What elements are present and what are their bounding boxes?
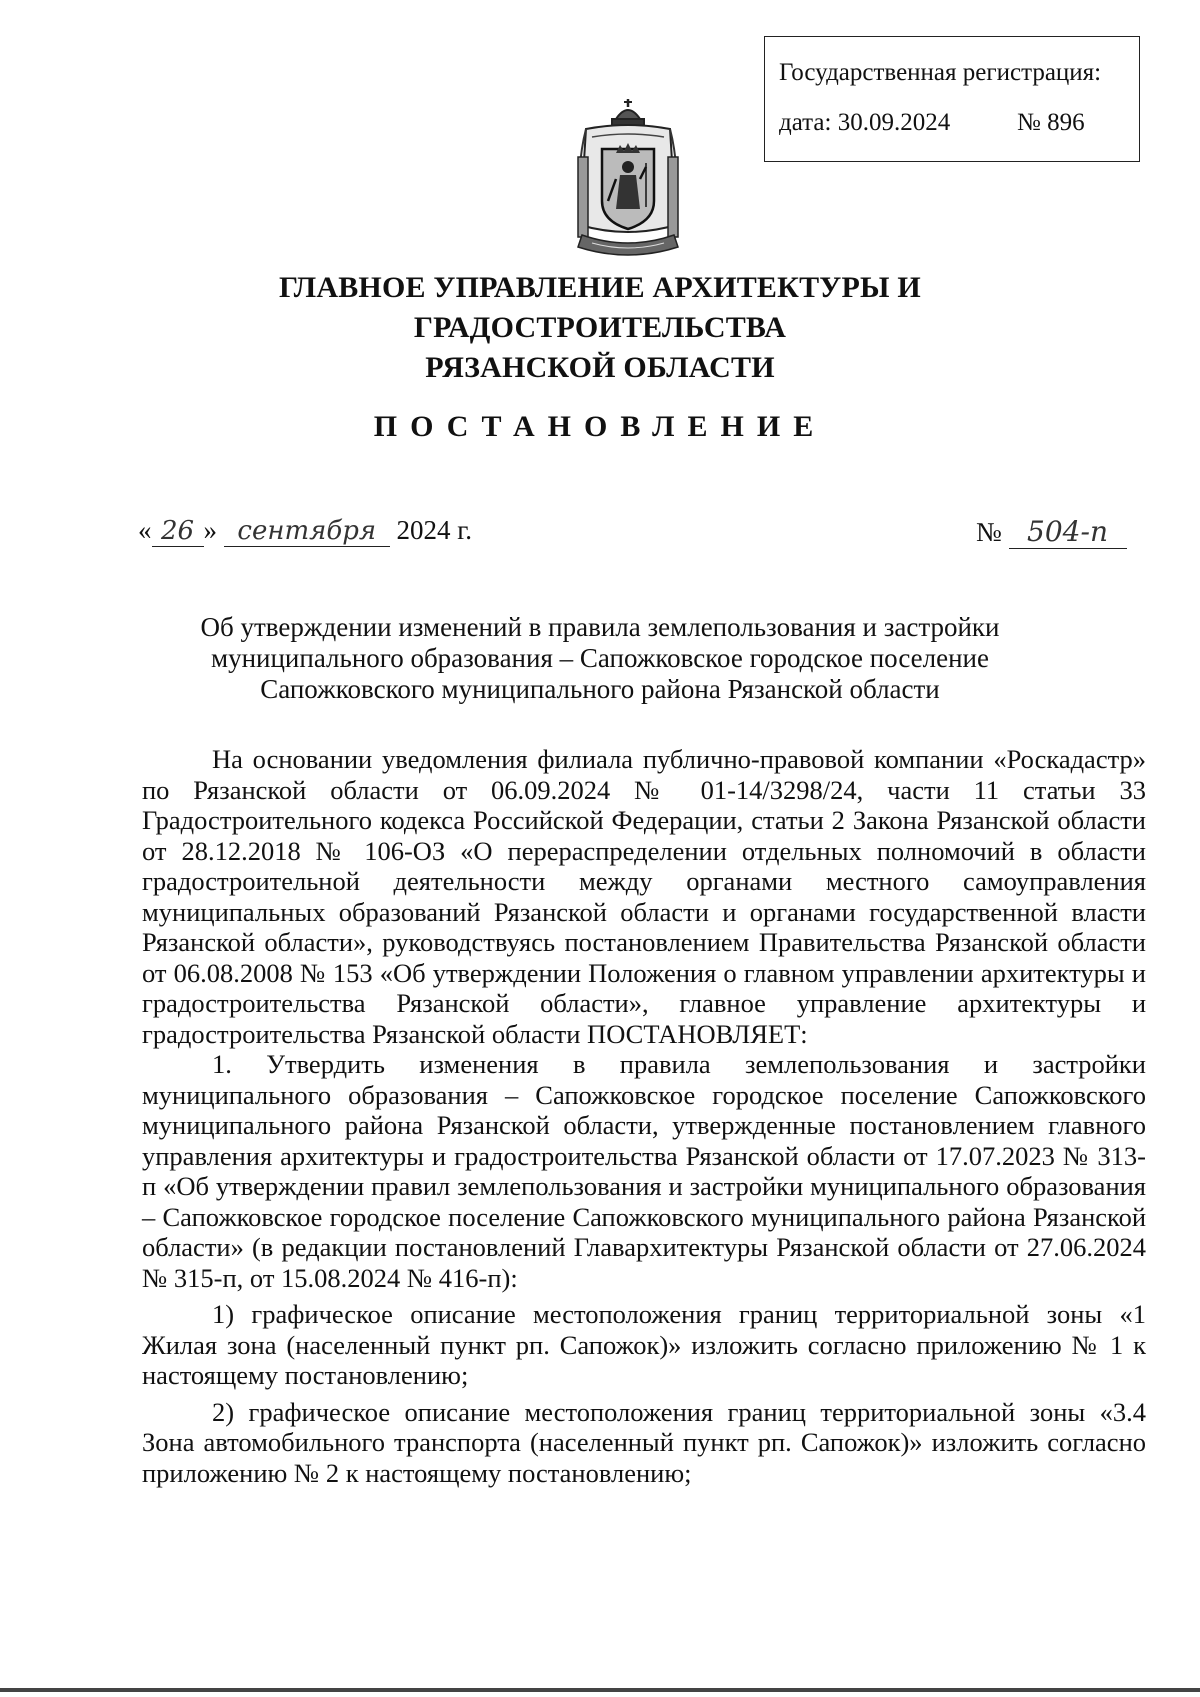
registration-number: № 896 xyxy=(1017,109,1085,136)
agency-name xyxy=(100,268,1100,388)
subject-line3: Сапожковского муниципального района Рязанской области xyxy=(260,674,940,704)
item-1-paragraph: 1. Утвердить изменения в правила землепользования и застройки муниципального образования – Сапожковское городское поселение Сапожковского муниципального района Рязанской области, утвержденные постановлением главного управления архитектуры и градостроительства Рязанской области от 17.07.2023 № 313-п «Об утверждении правил землепользования и застройки муниципального образования – Сапожковское городское поселение Сапожковского муниципального района Рязанской области» (в редакции постановлений Главархитектуры Рязанской области от 27.06.2024 № 315-п, от 15.08.2024 № 416-п): xyxy=(142,1049,1146,1293)
handwritten-day: 26 xyxy=(152,516,204,547)
document-type-title: ПОСТАНОВЛЕНИЕ xyxy=(373,410,827,443)
subitem-1-paragraph: 1) графическое описание местоположения границ территориальной зоны «1 Жилая зона (населенный пункт рп. Сапожок)» изложить согласно приложению № 1 к настоящему постановлению; xyxy=(142,1299,1146,1390)
handwritten-number: 504-п xyxy=(1009,515,1127,549)
registration-title: Государственная регистрация: xyxy=(779,59,1102,86)
document-date xyxy=(138,515,472,547)
coat-of-arms-emblem xyxy=(558,97,698,265)
subject-line1: Об утверждении изменений в правила землепользования и застройки xyxy=(200,612,1000,642)
page-bottom-border xyxy=(0,1688,1200,1692)
number-prefix: № xyxy=(976,517,1002,547)
document-subject xyxy=(140,612,1060,705)
document-body xyxy=(142,744,1146,1488)
date-year: 2024 г. xyxy=(396,515,473,545)
subitem-2-paragraph: 2) графическое описание местоположения границ территориальной зоны «3.4 Зона автомобильного транспорта (населенный пункт рп. Сапожок)» изложить согласно приложению № 2 к настоящему постановлению; xyxy=(142,1396,1146,1488)
date-close-quote: » xyxy=(203,515,217,545)
preamble-paragraph: На основании уведомления филиала публично-правовой компании «Роскадастр» по Рязанской области от 06.09.2024 № 01-14/3298/24, части 11 статьи 33 Градостроительного кодекса Российской Федерации, статьи 2 Закона Рязанской области от 28.12.2018 № 106-ОЗ «О перераспределении отдельных полномочий в области градостроительной деятельности между органами местного самоуправления муниципальных образований Рязанской области и органами государственной власти Рязанской области», руководствуясь постановлением Правительства Рязанской области от 06.08.2008 № 153 «Об утверждении Положения о главном управлении архитектуры и градостроительства Рязанской области», главное управление архитектуры и градостроительства Рязанской области ПОСТАНОВЛЯЕТ: xyxy=(142,744,1146,1049)
subject-line2: муниципального образования – Сапожковское городское поселение xyxy=(211,643,989,673)
agency-name-line1: ГЛАВНОЕ УПРАВЛЕНИЕ АРХИТЕКТУРЫ И ГРАДОСТРОИТЕЛЬСТВА xyxy=(279,271,921,344)
document-number xyxy=(976,515,1127,549)
registration-date: дата: 30.09.2024 xyxy=(779,109,951,136)
agency-name-line2: РЯЗАНСКОЙ ОБЛАСТИ xyxy=(425,351,775,384)
handwritten-month: сентября xyxy=(224,516,390,547)
registration-stamp xyxy=(764,36,1140,162)
date-open-quote: « xyxy=(138,515,152,545)
